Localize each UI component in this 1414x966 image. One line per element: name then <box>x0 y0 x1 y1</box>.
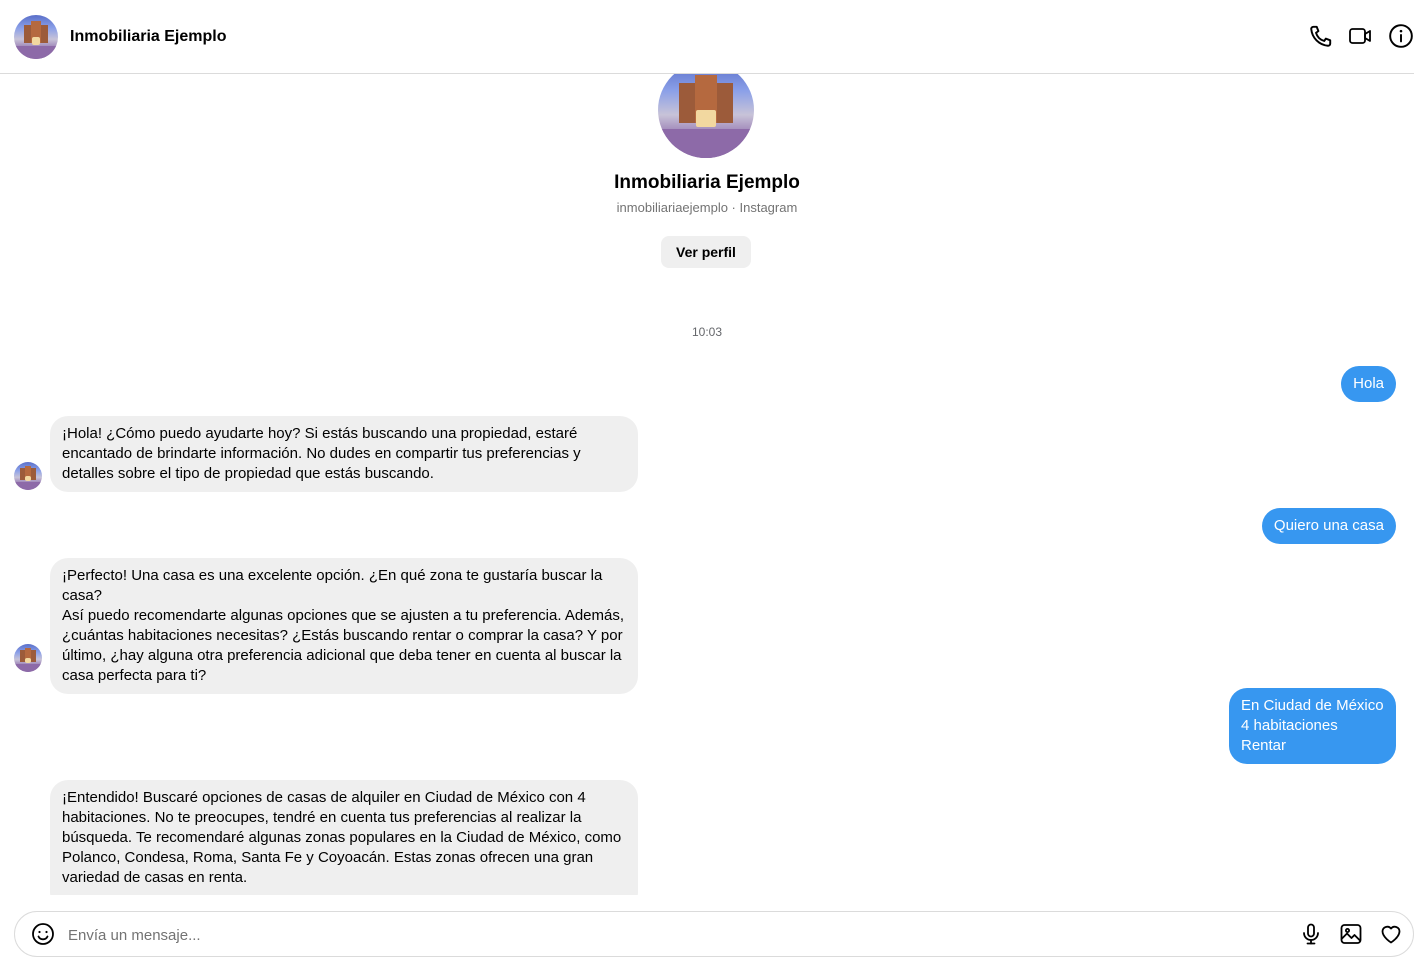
message-timestamp: 10:03 <box>691 325 723 339</box>
message-input[interactable] <box>66 922 1260 948</box>
message-text: Hola <box>1353 375 1384 392</box>
message-text: casa perfecta para ti? <box>62 667 207 684</box>
message-text: ¡Entendido! Buscaré opciones de casas de alquiler en Ciudad de México con 4 <box>62 789 586 806</box>
video-camera-icon[interactable] <box>1348 22 1374 50</box>
message-text: encantado de brindarte información. No dudes en compartir tus preferencias y <box>62 445 581 462</box>
message-text: variedad de casas en renta. <box>62 869 248 886</box>
message-text: 4 habitaciones <box>1241 717 1338 734</box>
incoming-message[interactable] <box>50 558 638 694</box>
message-text: Quiero una casa <box>1273 517 1384 534</box>
message-text: ¿cuántas habitaciones necesitas? ¿Estás buscando rentar o comprar la casa? Y por <box>62 627 623 644</box>
sender-avatar[interactable] <box>14 462 42 490</box>
message-text: Así puedo recomendarte algunas opciones que se ajusten a tu preferencia. Además, <box>62 607 625 624</box>
outgoing-message[interactable] <box>1262 508 1396 544</box>
chat-thread[interactable] <box>0 74 1414 895</box>
phone-icon[interactable] <box>1308 22 1334 50</box>
outgoing-message[interactable] <box>1341 366 1396 402</box>
sender-avatar[interactable] <box>14 644 42 672</box>
profile-avatar[interactable] <box>658 74 754 158</box>
message-text: ¡Hola! ¿Cómo puedo ayudarte hoy? Si estás buscando una propiedad, estaré <box>62 425 578 442</box>
emoji-icon[interactable] <box>31 922 55 946</box>
message-text: habitaciones. No te preocupes, tendré en cuenta tus preferencias al realizar la <box>62 809 582 826</box>
chat-title[interactable]: Inmobiliaria Ejemplo <box>70 28 227 45</box>
outgoing-message[interactable] <box>1229 688 1396 764</box>
message-composer <box>14 911 1414 957</box>
header-actions <box>1308 22 1414 50</box>
message-text: En Ciudad de México <box>1241 697 1384 714</box>
heart-icon[interactable] <box>1379 922 1403 946</box>
view-profile-button[interactable]: Ver perfil <box>661 236 751 268</box>
message-text: ¡Perfecto! Una casa es una excelente opción. ¿En qué zona te gustaría buscar la casa? <box>62 567 603 604</box>
message-text: último, ¿hay alguna otra preferencia adicional que deba tener en cuenta al buscar la <box>62 647 622 664</box>
incoming-message[interactable] <box>50 416 638 492</box>
profile-name: Inmobiliaria Ejemplo <box>614 172 800 193</box>
composer-actions <box>1299 922 1403 946</box>
profile-subtitle: inmobiliariaejemplo · Instagram <box>616 200 798 215</box>
avatar[interactable] <box>14 15 58 59</box>
info-icon[interactable] <box>1388 22 1414 50</box>
microphone-icon[interactable] <box>1299 922 1323 946</box>
message-text: búsqueda. Te recomendaré algunas zonas populares en la Ciudad de México, como <box>62 829 622 846</box>
message-text: Polanco, Condesa, Roma, Santa Fe y Coyoacán. Estas zonas ofrecen una gran <box>62 849 594 866</box>
message-text: Rentar <box>1241 737 1287 754</box>
image-icon[interactable] <box>1339 922 1363 946</box>
chat-header <box>0 0 1414 74</box>
incoming-message[interactable] <box>50 780 638 895</box>
message-text: detalles sobre el tipo de propiedad que estás buscando. <box>62 465 434 482</box>
